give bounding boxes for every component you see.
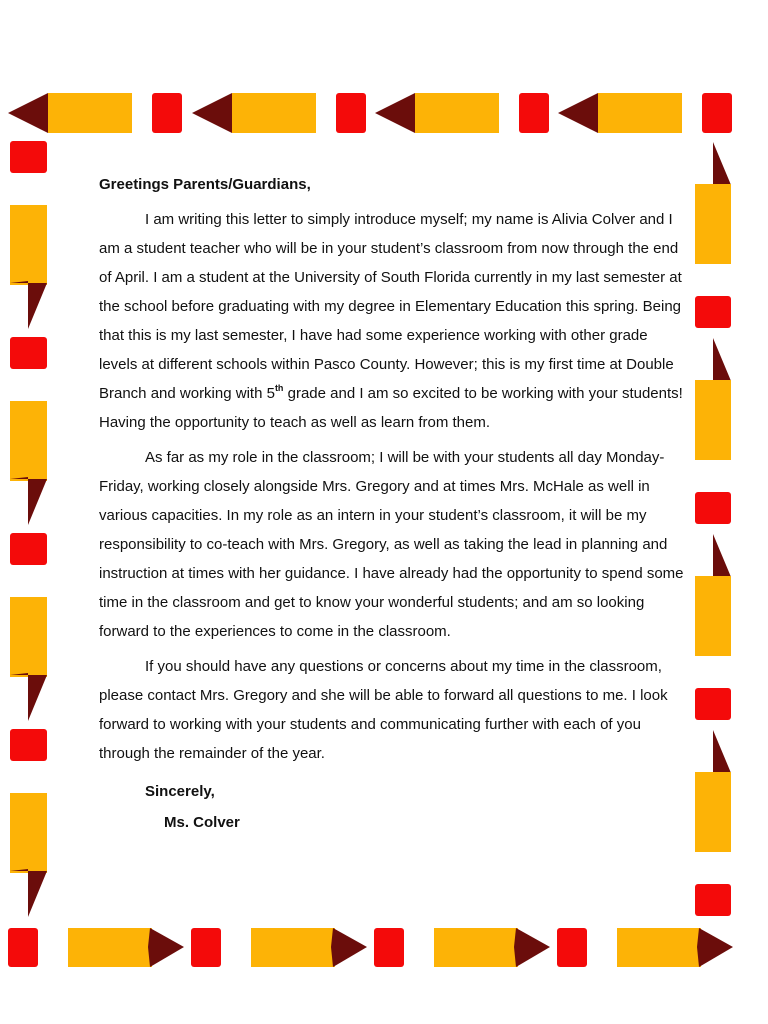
pencil-icon — [557, 928, 733, 967]
pencil-icon — [8, 93, 182, 133]
paragraph-introduction-text: I am writing this letter to simply introduce myself; my name is Alivia Colver and I am a student teacher who will be in your student’s classroom from now through the end of April. I am a student at the University of South Florida currently in my last semester at the school before graduating with my degree in Elementary Education this spring. Being that this is my last semester, I have had some experience working with other grade levels at different schools within Pasco County. However; this is my first time at Double Branch and working with 5 — [99, 211, 682, 402]
paragraph-contact: If you should have any questions or concerns about my time in the classroom, please contact Mrs. Gregory and she will be able to forward all questions to me. I look forward to working with your students and communicating further with each of you through the remainder of the year. — [99, 658, 668, 762]
pencil-icon — [10, 337, 47, 525]
pencil-icon — [558, 93, 732, 133]
paragraph-introduction — [99, 205, 689, 437]
pencil-icon — [192, 93, 366, 133]
letter-closing: Sincerely, — [145, 783, 215, 800]
pencil-icon — [10, 533, 47, 721]
pencil-icon — [374, 928, 550, 967]
pencil-icon — [8, 928, 184, 967]
letter-body — [99, 170, 689, 838]
letter-signature: Ms. Colver — [164, 814, 240, 831]
pencil-icon — [695, 534, 731, 720]
letter-greeting: Greetings Parents/Guardians, — [99, 176, 311, 193]
pencil-icon — [695, 142, 731, 328]
pencil-icon — [10, 729, 47, 917]
paragraph-role: As far as my role in the classroom; I will be with your students all day Monday-Friday, working closely alongside Mrs. Gregory and at times Mrs. McHale as well in various capacities. In my role as an intern in your student’s classroom, it will be my responsibility to co-teach with Mrs. Gregory, as well as taking the lead in planning and instruction at times with her guidance. I have already had the opportunity to spend some time in the classroom and get to know your wonderful students; and am so looking forward to the experiences to come in the classroom. — [99, 449, 684, 640]
ordinal-suffix: th — [274, 383, 284, 393]
pencil-icon — [375, 93, 549, 133]
pencil-icon — [10, 141, 47, 329]
pencil-icon — [695, 730, 731, 916]
pencil-icon — [191, 928, 367, 967]
paragraph-introduction-text-end: grade and I am so excited to be working with your students! Having the opportunity to teach as well as learn from them. — [99, 385, 683, 431]
pencil-icon — [695, 338, 731, 524]
